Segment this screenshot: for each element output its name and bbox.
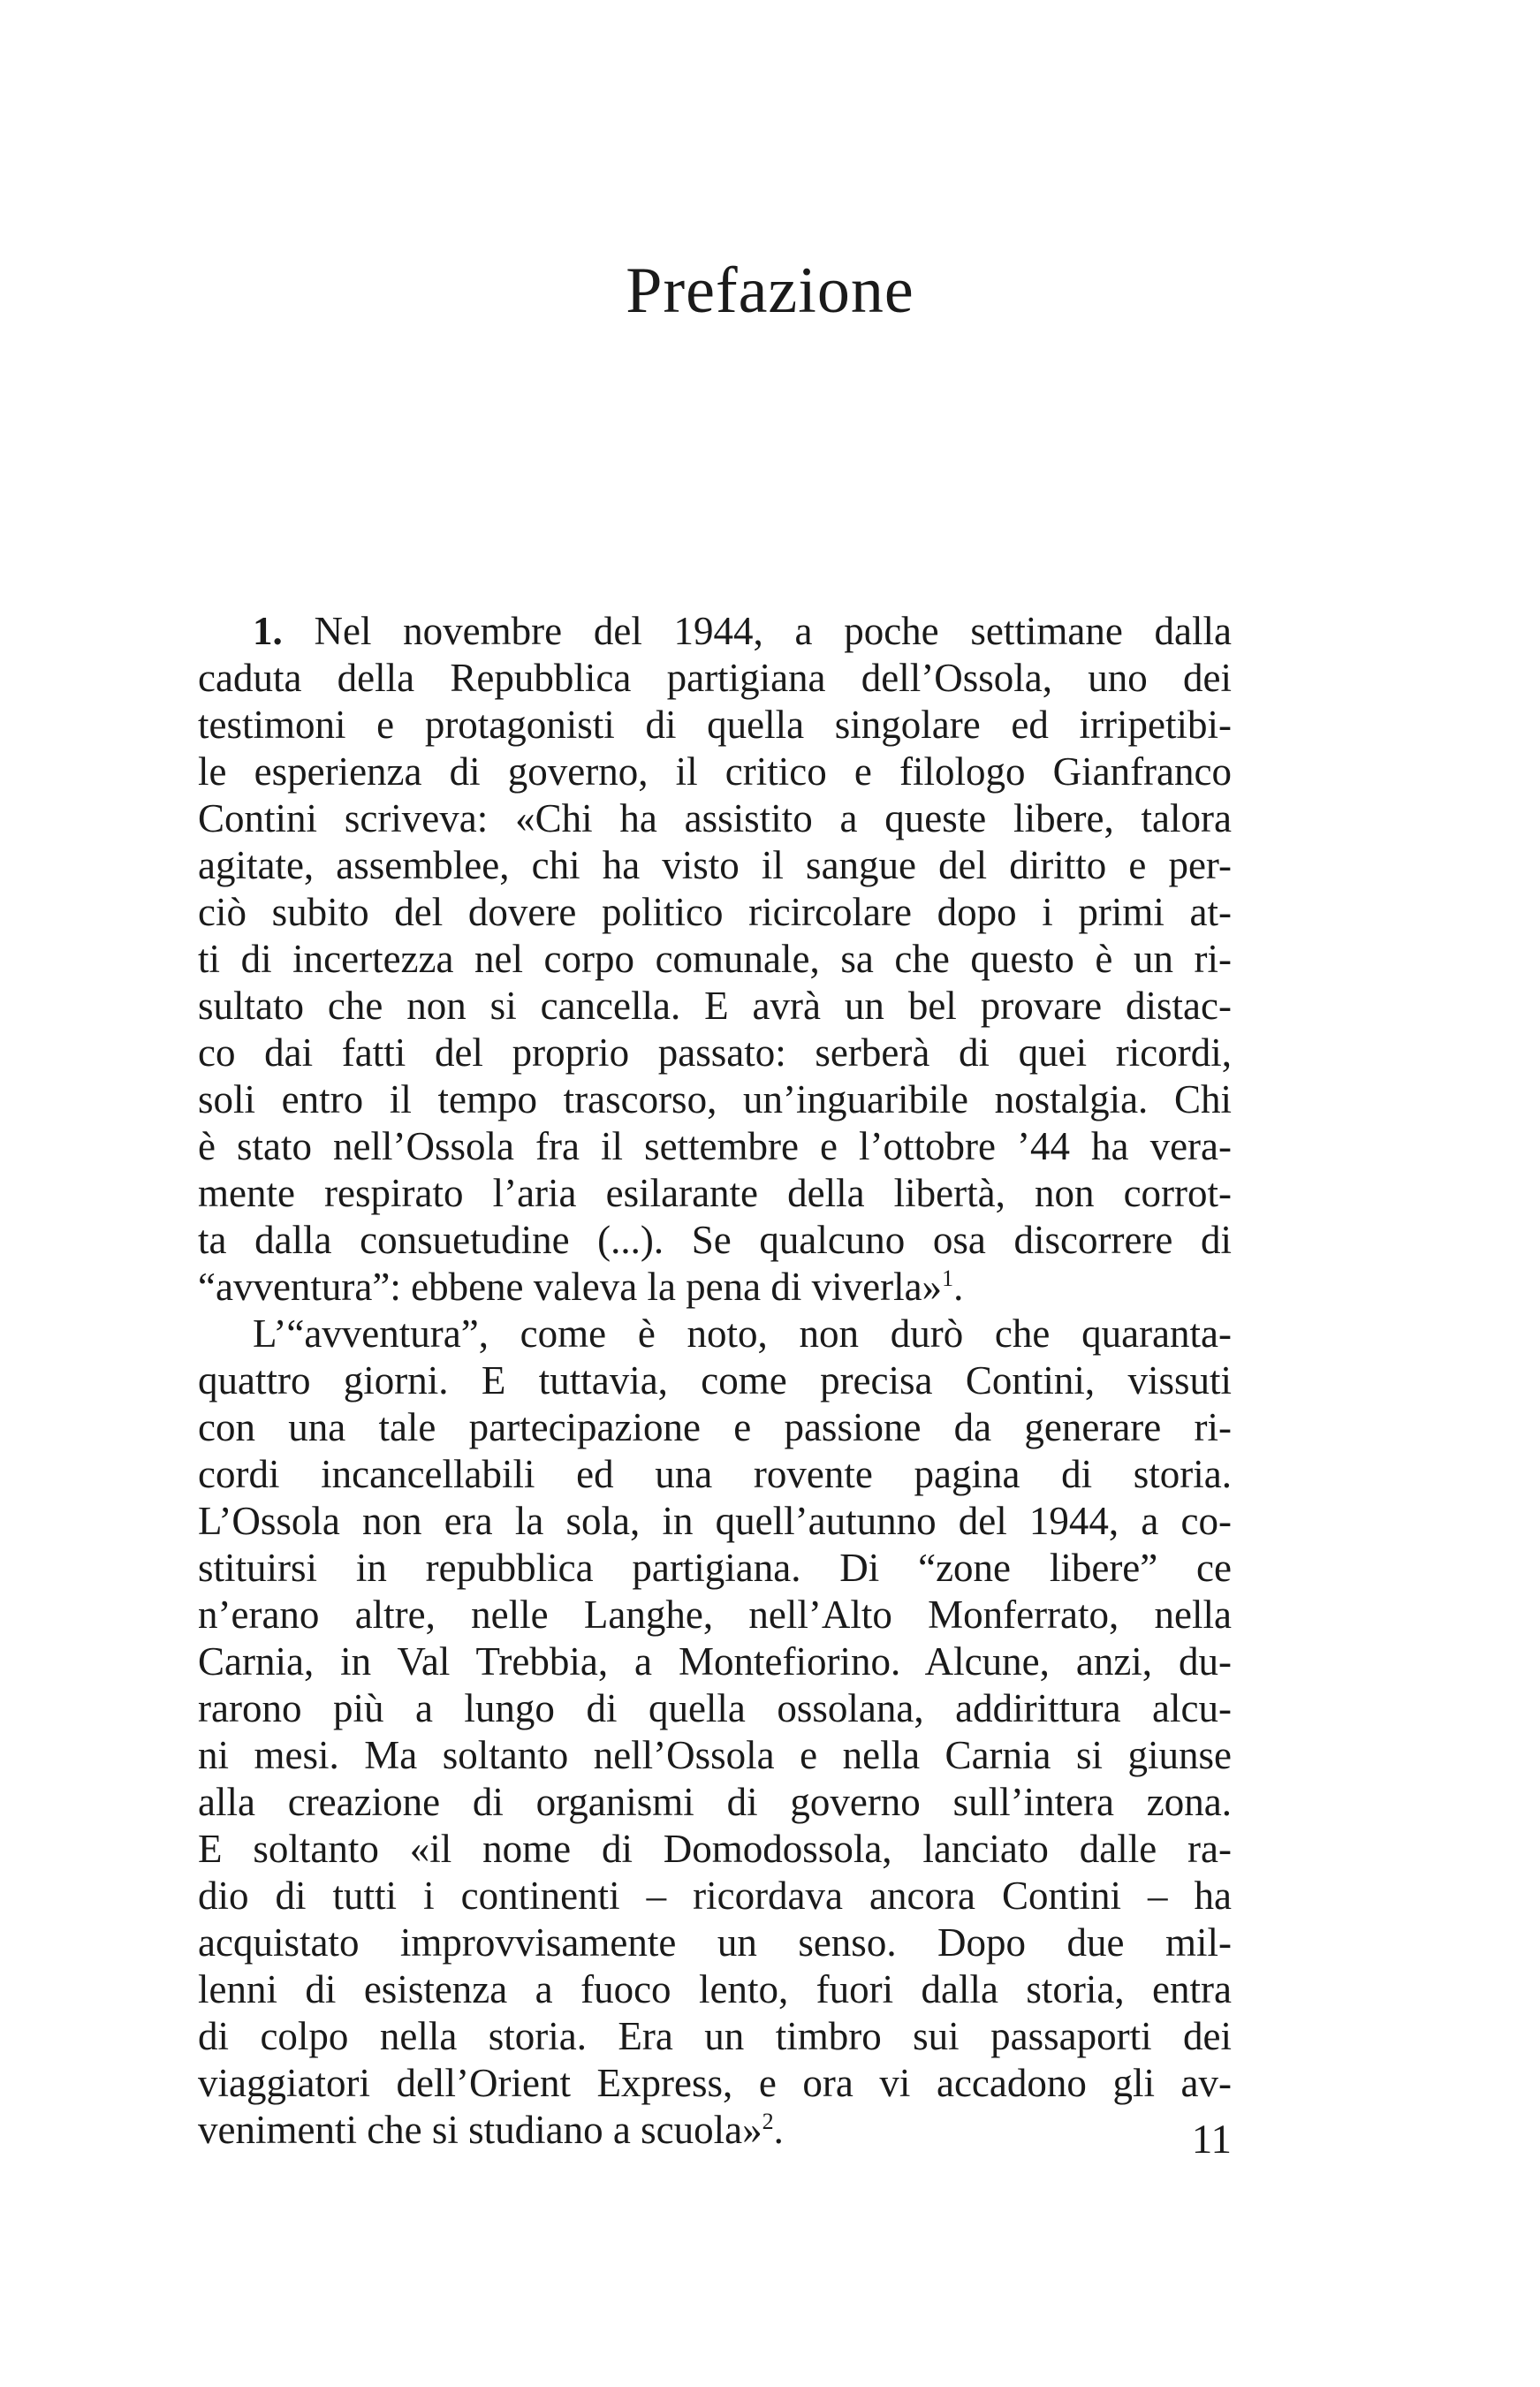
text-line: rarono più a lungo di quella ossolana, addirittura alcu- <box>198 1686 1232 1730</box>
text-line: ni mesi. Ma soltanto nell’Ossola e nella Carnia si giunse <box>198 1733 1232 1777</box>
text-line: stituirsi in repubblica partigiana. Di “zone libere” ce <box>198 1546 1232 1590</box>
text-line: E soltanto «il nome di Domodossola, lanciato dalle ra- <box>198 1827 1232 1871</box>
text-line: 1. Nel novembre del 1944, a poche settimane dalla <box>253 609 1232 653</box>
text-line: mente respirato l’aria esilarante della libertà, non corrot- <box>198 1171 1232 1215</box>
paragraph-number: 1. <box>253 609 283 653</box>
text-line: è stato nell’Ossola fra il settembre e l’ottobre ’44 ha vera- <box>198 1124 1232 1168</box>
text-line: ti di incertezza nel corpo comunale, sa che questo è un ri- <box>198 937 1232 981</box>
text-line: Carnia, in Val Trebbia, a Montefiorino. Alcune, anzi, du- <box>198 1639 1232 1684</box>
text-line: quattro giorni. E tuttavia, come precisa Contini, vissuti <box>198 1358 1232 1403</box>
text-line: dio di tutti i continenti – ricordava ancora Contini – ha <box>198 1874 1232 1918</box>
text-line: acquistato improvvisamente un senso. Dopo due mil- <box>198 1920 1232 1965</box>
text-line: n’erano altre, nelle Langhe, nell’Alto Monferrato, nella <box>198 1593 1232 1637</box>
text-line: di colpo nella storia. Era un timbro sui passaporti dei <box>198 2014 1232 2058</box>
text-line: agitate, assemblee, chi ha visto il sangue del diritto e per- <box>198 843 1232 887</box>
text-line: soli entro il tempo trascorso, un’inguaribile nostalgia. Chi <box>198 1077 1232 1121</box>
footnote-ref: 1 <box>942 1266 954 1291</box>
text-line: testimoni e protagonisti di quella singolare ed irripetibi- <box>198 703 1232 747</box>
text-line: venimenti che si studiano a scuola»$^2$. <box>198 2108 784 2152</box>
text-line: Contini scriveva: «Chi ha assistito a queste libere, talora <box>198 796 1232 840</box>
text-line: lenni di esistenza a fuoco lento, fuori dalla storia, entra <box>198 1967 1232 2011</box>
text-line: con una tale partecipazione e passione da generare ri- <box>198 1405 1232 1449</box>
text-line: L’Ossola non era la sola, in quell’autunno del 1944, a co- <box>198 1499 1232 1543</box>
text-line: ciò subito del dovere politico ricircolare dopo i primi at- <box>198 890 1232 934</box>
text-line: ta dalla consuetudine (...). Se qualcuno osa discorrere di <box>198 1218 1232 1262</box>
page-number: 11 <box>1191 2117 1232 2163</box>
text-line: “avventura”: ebbene valeva la pena di viverla»$^1$. <box>198 1265 964 1309</box>
text-line: caduta della Repubblica partigiana dell’Ossola, uno dei <box>198 656 1232 700</box>
text-line: viaggiatori dell’Orient Express, e ora vi accadono gli av- <box>198 2061 1232 2105</box>
text-line: alla creazione di organismi di governo sull’intera zona. <box>198 1780 1232 1824</box>
body-text <box>198 608 1232 2154</box>
text-line: le esperienza di governo, il critico e filologo Gianfranco <box>198 749 1232 794</box>
text-line: sultato che non si cancella. E avrà un bel provare distac- <box>198 984 1232 1028</box>
text-line: co dai fatti del proprio passato: serberà di quei ricordi, <box>198 1030 1232 1075</box>
text-line: cordi incancellabili ed una rovente pagina di storia. <box>198 1452 1232 1496</box>
page-title: Prefazione <box>626 255 914 327</box>
text-line: L’“avventura”, come è noto, non durò che quaranta- <box>253 1311 1232 1356</box>
footnote-ref: 2 <box>762 2109 774 2134</box>
